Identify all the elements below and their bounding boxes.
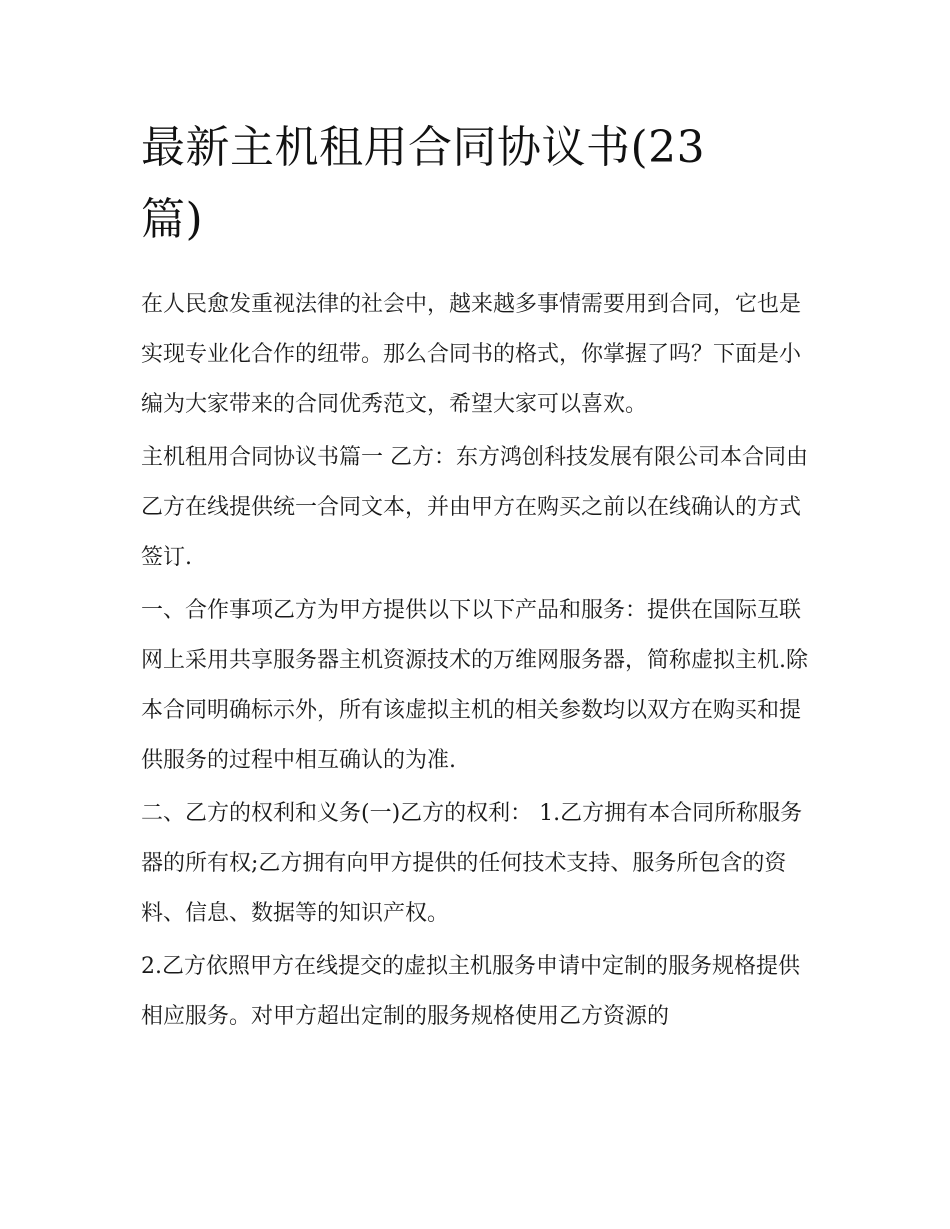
document-title xyxy=(141,112,813,256)
document-title-tail: 篇) xyxy=(141,194,204,245)
paragraph-contract-parties: 主机租用合同协议书篇一 乙方：东方鸿创科技发展有限公司本合同由乙方在线提供统一合同文本，并由甲方在购买之前以在线确认的方式签订. xyxy=(141,445,808,570)
paragraph-section-2-item-2: 2.乙方依照甲方在线提交的虚拟主机服务申请中定制的服务规格提供相应服务。对甲方超出定制的服务规格使用乙方资源的 xyxy=(141,954,800,1029)
paragraph-intro: 在人民愈发重视法律的社会中，越来越多事情需要用到合同，它也是实现专业化合作的纽带。那么合同书的格式，你掌握了吗？下面是小编为大家带来的合同优秀范文，希望大家可以喜欢。 xyxy=(141,292,802,417)
paragraph-section-2: 二、乙方的权利和义务(一)乙方的权利： 1.乙方拥有本合同所称服务器的所有权;乙方拥有向甲方提供的任何技术支持、服务所包含的资料、信息、数据等的知识产权。 xyxy=(141,801,803,926)
document-content xyxy=(141,112,813,1045)
document-body xyxy=(141,280,813,1042)
paragraph-section-1: 一、合作事项乙方为甲方提供以下以下产品和服务：提供在国际互联网上采用共享服务器主机资源技术的万维网服务器，简称虚拟主机.除本合同明确标示外，所有该虚拟主机的相关参数均以双方在购买和提供服务的过程中相互确认的为准. xyxy=(141,598,808,773)
document-title-main: 最新主机租用合同协议书(23 xyxy=(141,122,706,173)
